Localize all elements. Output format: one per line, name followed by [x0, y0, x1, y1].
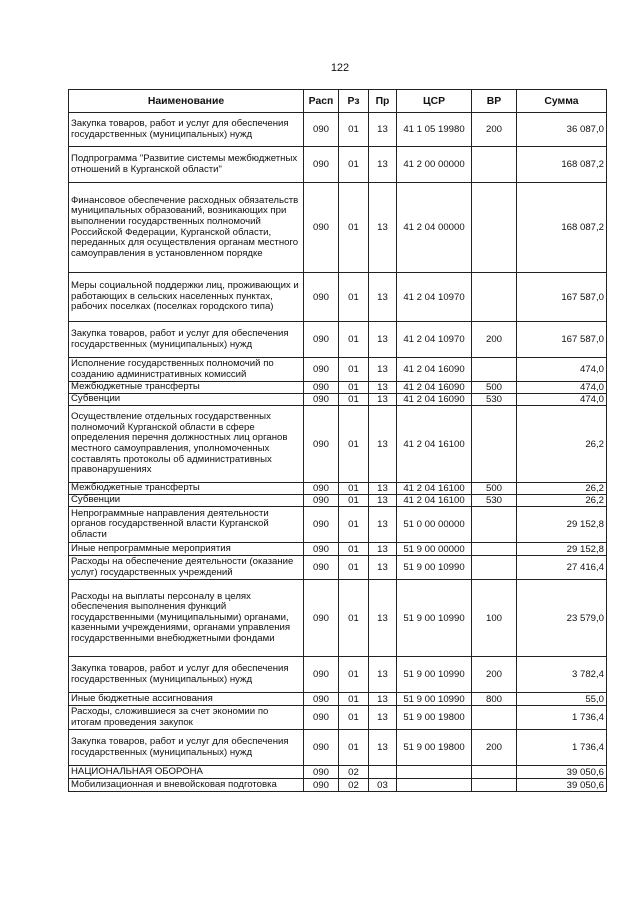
row-csr: 41 2 04 10970 [397, 322, 472, 358]
row-sum: 474,0 [517, 358, 607, 382]
row-pr: 13 [369, 382, 397, 394]
page-number: 122 [330, 62, 350, 74]
row-name: Закупка товаров, работ и услуг для обеспечения государственных (муниципальных) нужд [69, 322, 304, 358]
row-sum: 1 736,4 [517, 706, 607, 730]
row-csr: 41 2 04 16100 [397, 483, 472, 495]
row-pr: 13 [369, 113, 397, 147]
table-row [69, 358, 607, 382]
row-rz: 01 [339, 556, 369, 580]
header-rz: Рз [339, 90, 369, 113]
row-name: Расходы на обеспечение деятельности (оказание услуг) государственных учреждений [69, 556, 304, 580]
table-row [69, 556, 607, 580]
row-sum: 168 087,2 [517, 183, 607, 273]
row-csr: 41 2 04 16090 [397, 382, 472, 394]
row-rz: 01 [339, 406, 369, 483]
row-pr: 13 [369, 495, 397, 507]
row-rasp: 090 [304, 273, 339, 322]
row-csr: 51 9 00 10990 [397, 657, 472, 693]
row-rz: 01 [339, 495, 369, 507]
row-rz: 01 [339, 657, 369, 693]
row-rz: 01 [339, 147, 369, 183]
row-csr: 51 9 00 10990 [397, 693, 472, 706]
row-rasp: 090 [304, 706, 339, 730]
table-row [69, 483, 607, 495]
row-name: Исполнение государственных полномочий по созданию административных комиссий [69, 358, 304, 382]
row-rasp: 090 [304, 580, 339, 657]
row-rasp: 090 [304, 495, 339, 507]
header-vr: ВР [472, 90, 517, 113]
table-row [69, 693, 607, 706]
row-name: Субвенции [69, 394, 304, 406]
row-csr [397, 766, 472, 779]
row-rasp: 090 [304, 730, 339, 766]
row-name: Межбюджетные трансферты [69, 382, 304, 394]
table-row [69, 382, 607, 394]
row-rz: 01 [339, 183, 369, 273]
row-name: Закупка товаров, работ и услуг для обеспечения государственных (муниципальных) нужд [69, 657, 304, 693]
row-csr [397, 779, 472, 792]
row-sum: 167 587,0 [517, 273, 607, 322]
row-name: Межбюджетные трансферты [69, 483, 304, 495]
row-csr: 51 9 00 00000 [397, 543, 472, 556]
row-sum: 168 087,2 [517, 147, 607, 183]
row-vr [472, 273, 517, 322]
table-row [69, 113, 607, 147]
table-row [69, 273, 607, 322]
row-sum: 39 050,6 [517, 766, 607, 779]
row-vr: 530 [472, 495, 517, 507]
table-row [69, 495, 607, 507]
row-name: Осуществление отдельных государственных полномочий Курганской области в сфере определения перечня должностных лиц органов местного самоуправления, уполномоченных составлять протоколы об административных правонарушениях [69, 406, 304, 483]
row-rz: 01 [339, 394, 369, 406]
table-row [69, 394, 607, 406]
row-pr: 03 [369, 779, 397, 792]
row-vr: 100 [472, 580, 517, 657]
row-vr [472, 183, 517, 273]
row-csr: 41 2 04 10970 [397, 273, 472, 322]
row-sum: 55,0 [517, 693, 607, 706]
row-csr: 41 2 04 16090 [397, 394, 472, 406]
row-vr [472, 556, 517, 580]
row-vr: 530 [472, 394, 517, 406]
row-rz: 01 [339, 730, 369, 766]
table-row [69, 779, 607, 792]
row-rz: 02 [339, 779, 369, 792]
row-name: Иные непрограммные мероприятия [69, 543, 304, 556]
row-rasp: 090 [304, 322, 339, 358]
table-row [69, 766, 607, 779]
row-sum: 26,2 [517, 483, 607, 495]
row-sum: 474,0 [517, 394, 607, 406]
row-name: Закупка товаров, работ и услуг для обеспечения государственных (муниципальных) нужд [69, 730, 304, 766]
row-pr: 13 [369, 693, 397, 706]
row-vr [472, 706, 517, 730]
row-pr: 13 [369, 507, 397, 543]
row-vr: 800 [472, 693, 517, 706]
row-vr: 500 [472, 483, 517, 495]
row-sum: 26,2 [517, 406, 607, 483]
row-sum: 26,2 [517, 495, 607, 507]
row-pr: 13 [369, 358, 397, 382]
row-sum: 29 152,8 [517, 543, 607, 556]
table-row [69, 406, 607, 483]
table-row [69, 706, 607, 730]
row-rasp: 090 [304, 543, 339, 556]
row-vr: 200 [472, 113, 517, 147]
row-name: Субвенции [69, 495, 304, 507]
row-rasp: 090 [304, 113, 339, 147]
row-name: Расходы, сложившиеся за счет экономии по итогам проведения закупок [69, 706, 304, 730]
row-pr: 13 [369, 706, 397, 730]
row-rz: 01 [339, 507, 369, 543]
row-pr: 13 [369, 657, 397, 693]
row-pr: 13 [369, 147, 397, 183]
row-name: Иные бюджетные ассигнования [69, 693, 304, 706]
row-name: Расходы на выплаты персоналу в целях обеспечения выполнения функций государственными (муниципальными) органами, казенными учреждениями, органами управления государственными внебюджетными фондами [69, 580, 304, 657]
row-rz: 01 [339, 706, 369, 730]
row-rz: 01 [339, 382, 369, 394]
table-row [69, 507, 607, 543]
row-rasp: 090 [304, 766, 339, 779]
row-name: Меры социальной поддержки лиц, проживающих и работающих в сельских населенных пунктах, рабочих поселках (поселках городского типа) [69, 273, 304, 322]
row-sum: 474,0 [517, 382, 607, 394]
row-csr: 41 2 04 16090 [397, 358, 472, 382]
row-rasp: 090 [304, 183, 339, 273]
header-sum: Сумма [517, 90, 607, 113]
row-rasp: 090 [304, 358, 339, 382]
row-rz: 01 [339, 113, 369, 147]
header-rasp: Расп [304, 90, 339, 113]
row-pr: 13 [369, 406, 397, 483]
row-sum: 23 579,0 [517, 580, 607, 657]
header-csr: ЦСР [397, 90, 472, 113]
row-pr: 13 [369, 483, 397, 495]
row-vr: 200 [472, 322, 517, 358]
row-name: Закупка товаров, работ и услуг для обеспечения государственных (муниципальных) нужд [69, 113, 304, 147]
row-rasp: 090 [304, 147, 339, 183]
row-name: Непрограммные направления деятельности органов государственной власти Курганской области [69, 507, 304, 543]
row-rz: 01 [339, 273, 369, 322]
row-vr [472, 406, 517, 483]
row-sum: 39 050,6 [517, 779, 607, 792]
row-name: Мобилизационная и вневойсковая подготовка [69, 779, 304, 792]
row-csr: 51 9 00 10990 [397, 580, 472, 657]
row-rz: 02 [339, 766, 369, 779]
row-pr: 13 [369, 394, 397, 406]
row-csr: 41 2 00 00000 [397, 147, 472, 183]
row-rz: 01 [339, 580, 369, 657]
row-vr [472, 779, 517, 792]
table-row [69, 730, 607, 766]
row-csr: 51 9 00 19800 [397, 706, 472, 730]
row-rasp: 090 [304, 507, 339, 543]
row-sum: 1 736,4 [517, 730, 607, 766]
row-rasp: 090 [304, 382, 339, 394]
row-csr: 51 9 00 19800 [397, 730, 472, 766]
row-vr: 500 [472, 382, 517, 394]
row-rz: 01 [339, 322, 369, 358]
table-row [69, 543, 607, 556]
row-csr: 41 1 05 19980 [397, 113, 472, 147]
budget-table [68, 89, 607, 792]
row-rz: 01 [339, 358, 369, 382]
row-sum: 3 782,4 [517, 657, 607, 693]
row-vr [472, 543, 517, 556]
row-rz: 01 [339, 543, 369, 556]
row-vr: 200 [472, 657, 517, 693]
row-pr: 13 [369, 322, 397, 358]
header-pr: Пр [369, 90, 397, 113]
row-pr: 13 [369, 556, 397, 580]
header-name: Наименование [69, 90, 304, 113]
row-csr: 41 2 04 00000 [397, 183, 472, 273]
row-rasp: 090 [304, 657, 339, 693]
row-vr: 200 [472, 730, 517, 766]
row-rz: 01 [339, 483, 369, 495]
row-rasp: 090 [304, 406, 339, 483]
row-sum: 36 087,0 [517, 113, 607, 147]
table-row [69, 147, 607, 183]
row-rasp: 090 [304, 693, 339, 706]
row-name: Финансовое обеспечение расходных обязательств муниципальных образований, возникающих при выполнении государственных полномочий Российской Федерации, Курганской области, переданных для осуществления органам местного самоуправления в установленном порядке [69, 183, 304, 273]
row-csr: 51 0 00 00000 [397, 507, 472, 543]
row-name: Подпрограмма "Развитие системы межбюджетных отношений в Курганской области" [69, 147, 304, 183]
row-vr [472, 766, 517, 779]
table-row [69, 183, 607, 273]
row-name: НАЦИОНАЛЬНАЯ ОБОРОНА [69, 766, 304, 779]
row-sum: 27 416,4 [517, 556, 607, 580]
table-row [69, 580, 607, 657]
row-vr [472, 358, 517, 382]
row-pr: 13 [369, 580, 397, 657]
row-pr: 13 [369, 183, 397, 273]
row-sum: 29 152,8 [517, 507, 607, 543]
row-vr [472, 507, 517, 543]
row-rasp: 090 [304, 483, 339, 495]
row-vr [472, 147, 517, 183]
row-pr: 13 [369, 730, 397, 766]
row-pr: 13 [369, 543, 397, 556]
table-row [69, 322, 607, 358]
row-sum: 167 587,0 [517, 322, 607, 358]
row-csr: 51 9 00 10990 [397, 556, 472, 580]
row-pr [369, 766, 397, 779]
row-rasp: 090 [304, 556, 339, 580]
row-csr: 41 2 04 16100 [397, 495, 472, 507]
row-pr: 13 [369, 273, 397, 322]
table-header-row [69, 90, 607, 113]
row-rz: 01 [339, 693, 369, 706]
row-rasp: 090 [304, 779, 339, 792]
row-csr: 41 2 04 16100 [397, 406, 472, 483]
table-row [69, 657, 607, 693]
row-rasp: 090 [304, 394, 339, 406]
